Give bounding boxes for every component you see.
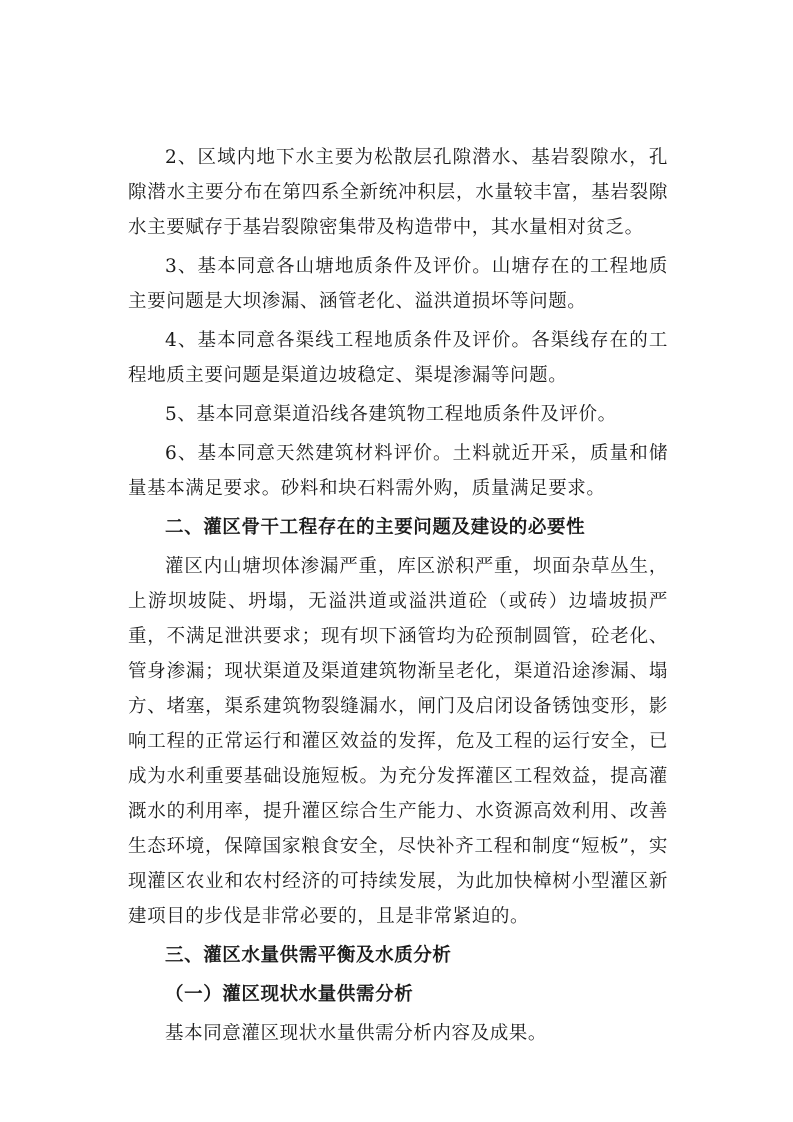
section-heading-3: 三、灌区水量供需平衡及水质分析 [165, 945, 452, 966]
paragraph-item-2: 2、区域内地下水主要为松散层孔隙潜水、基岩裂隙水，孔隙潜水主要分布在第四系全新统冲积层，水量较丰富，基岩裂隙水主要赋存于基岩裂隙密集带及构造带中，其水量相对贫乏。 [128, 147, 668, 238]
subsection-3-1-paragraph: 基本同意灌区现状水量供需分析内容及成果。 [165, 1023, 548, 1044]
paragraph-item-6: 6、基本同意天然建筑材料评价。土料就近开采，质量和储量基本满足要求。砂料和块石料需外购，质量满足要求。 [128, 443, 668, 499]
document-body [128, 140, 668, 1055]
section-heading-2: 二、灌区骨干工程存在的主要问题及建设的必要性 [165, 517, 586, 538]
paragraph-item-3: 3、基本同意各山塘地质条件及评价。山塘存在的工程地质主要问题是大坝渗漏、涵管老化、溢洪道损坏等问题。 [128, 256, 668, 312]
paragraph-item-5: 5、基本同意渠道沿线各建筑物工程地质条件及评价。 [165, 404, 617, 425]
section-2-paragraph: 灌区内山塘坝体渗漏严重，库区淤积严重，坝面杂草丛生，上游坝坡陡、坍塌，无溢洪道或溢洪道砼（或砖）边墙坡损严重，不满足泄洪要求；现有坝下涵管均为砼预制圆管，砼老化、管身渗漏；现状渠道及渠道建筑物渐呈老化，渠道沿途渗漏、塌方、堵塞，渠系建筑物裂缝漏水，闸门及启闭设备锈蚀变形，影响工程的正常运行和灌区效益的发挥，危及工程的运行安全，已成为水利重要基础设施短板。为充分发挥灌区工程效益，提高灌溉水的利用率，提升灌区综合生产能力、水资源高效利用、改善生态环境，保障国家粮食安全，尽快补齐工程和制度“短板”，实现灌区农业和农村经济的可持续发展，为此加快樟树小型灌区新建项目的步伐是非常必要的，且是非常紧迫的。 [128, 556, 668, 927]
paragraph-item-4: 4、基本同意各渠线工程地质条件及评价。各渠线存在的工程地质主要问题是渠道边坡稳定、渠堤渗漏等问题。 [128, 330, 668, 386]
subsection-heading-3-1: （一）灌区现状水量供需分析 [165, 984, 414, 1005]
